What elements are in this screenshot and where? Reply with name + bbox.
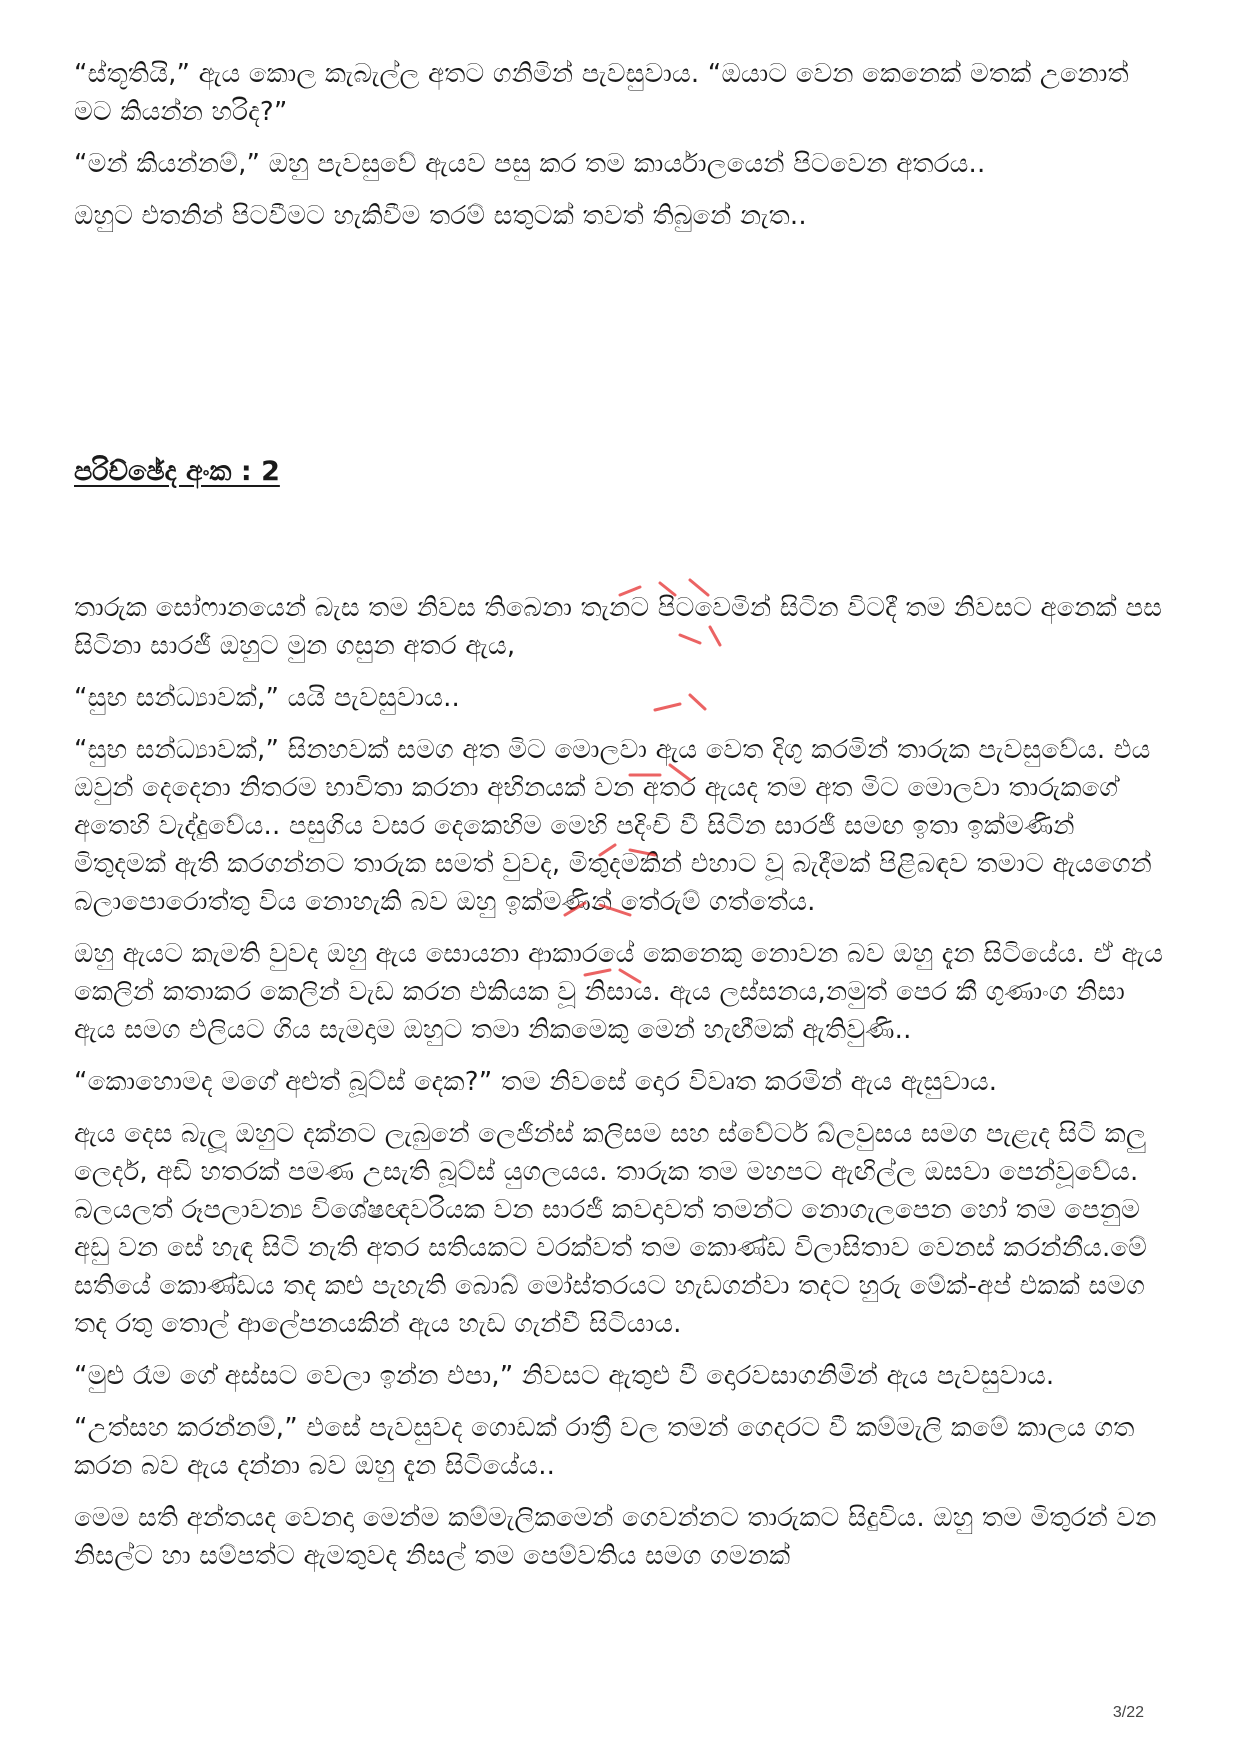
paragraph: මෙම සති අන්තයද වෙනදා මෙන්ම කම්මැලිකමෙන් ගෙවන්නට තාරුකට සිදුවිය. ඔහු තම මිතුරන් වන නිසල්ට හා සම්පත්ට ඇමතුවද නිසල් තම පෙම්වතිය සමග ගමනක් bbox=[74, 1503, 1157, 1571]
paragraph: “සුභ සන්ධ්‍යාවක්,” සිනහවක් සමග අත මිට මොලවා ඇය වෙත දිගු කරමින් තාරුක පැවසුවේය. එය ඔවුන් දෙදෙනා නිතරම භාවිතා කරනා අභිනයක් වන අතර ඇයද තම අත මිට මොලවා තාරුකගේ අතෙහි වැද්දුවේය.. පසුගිය වසර දෙකෙහිම මෙහි පදිංචි වී සිටින සාරජී සමඟ ඉතා ඉක්මණින් මිතුදමක් ඇති කරගන්නට තාරුක සමත් වුවද, මිතුදමකින් එහාට වූ බැදීමක් පිළිබඳව තමාට ඇයගෙන් බලාපොරොත්තු විය නොහැකි බව ඔහු ඉක්මණින් තේරුම් ගත්තේය. bbox=[74, 735, 1152, 917]
paragraph: “ස්තූතියි,” ඇය කොල කැබැල්ල අතට ගනිමින් පැවසුවාය. “ඔයාට වෙන කෙනෙක් මතක් උනොත් මට කියන්න හරිද?” bbox=[74, 59, 1129, 127]
page-number: 3/22 bbox=[1112, 1704, 1144, 1721]
top-text-block bbox=[74, 55, 1174, 249]
paragraph: “උත්සහ කරන්නම්,” එසේ පැවසුවද ගොඩක් රාත්‍රී වල තමන් ගෙදරට වී කම්මැලි කමේ කාලය ගත කරන බව ඇය දන්නා බව ඔහු දැන සිටියේය.. bbox=[74, 1413, 1135, 1481]
paragraph: ඇය දෙස බැලූ ඔහුට දක්නට ලැබුනේ ලෙජින්ස් කලිසම සහ ස්වේටර් බ්ලවුසය සමග පැළැද සිටි කලු ලෙදර්, අඩි හතරක් පමණ උසැති බූට්ස් යුගලයය. තාරුක තම මහපට ඇඟිල්ල ඔසවා පෙන්වූවේය. බලයලත් රූපලාවන්‍ය විශේෂඥවරියක වන සාරජී කවදාවත් තමන්ට නොගැලපෙන හෝ තම පෙනුම අඩු වන සේ හැඳ සිටි නැති අතර සතියකට වරක්වත් තම කොණ්ඩ විලාසිතාව වෙනස් කරන්නීය.මේ සතියේ කොණ්ඩය තද කළු පැහැති බොබ් මෝස්තරයට හැඩගන්වා තදට හුරු මේක්-අප් එකක් සමග තද රතු තොල් ආලේපනයකින් ඇය හැඩ ගැන්වී සිටියාය. bbox=[74, 1119, 1148, 1339]
paragraph: “සුභ සන්ධ්‍යාවක්,” යයි පැවසුවාය.. bbox=[74, 683, 461, 713]
paragraph: ඔහුට එතනින් පිටවීමට හැකිවීම තරම් සතුටක් තවත් තිබුනේ නැත.. bbox=[74, 201, 807, 231]
main-text-block bbox=[74, 589, 1174, 1589]
paragraph: “මන් කියන්නම්,” ඔහු පැවසුවේ ඇයව පසු කර තම කාර්යාලයෙන් පිටවෙන අතරය.. bbox=[74, 149, 986, 179]
paragraph: “මුළු රෑම ගේ අස්සට වෙලා ඉන්න එපා,” නිවසට ඇතුළු වී දොරවසාගනිමින් ඇය පැවසුවාය. bbox=[74, 1361, 1055, 1391]
paragraph: ඔහු ඇයට කැමති වුවද ඔහු ඇය සොයනා ආකාරයේ කෙනෙකු නොවන බව ඔහු දැන සිටියේය. ඒ ඇය කෙලින් කතාකර කෙලින් වැඩ කරන එකියක වූ නිසාය. ඇය ලස්සනය,නමුත් පෙර කී ගුණාංග නිසා ඇය සමග එලියට ගිය සැමදාම ඔහුට තමා නිකමෙකු මෙන් හැඟීමක් ඇතිවුණි.. bbox=[74, 939, 1164, 1045]
paragraph: තාරුක සෝෆානයෙන් බැස තම නිවස තිබෙනා තැනට පිටවෙමින් සිටින විටදී තම නිවසට අනෙක් පස සිටිනා සාරජී ඔහුට මුන ගසුන අතර ඇය, bbox=[74, 593, 1163, 661]
chapter-heading: පරිච්ඡේද අංක : 2 bbox=[74, 456, 280, 487]
paragraph: “කොහොමද මගේ අළුත් බූට්ස් දෙක?” තම නිවසේ දොර විවෘත කරමින් ඇය ඇසුවාය. bbox=[74, 1067, 998, 1097]
